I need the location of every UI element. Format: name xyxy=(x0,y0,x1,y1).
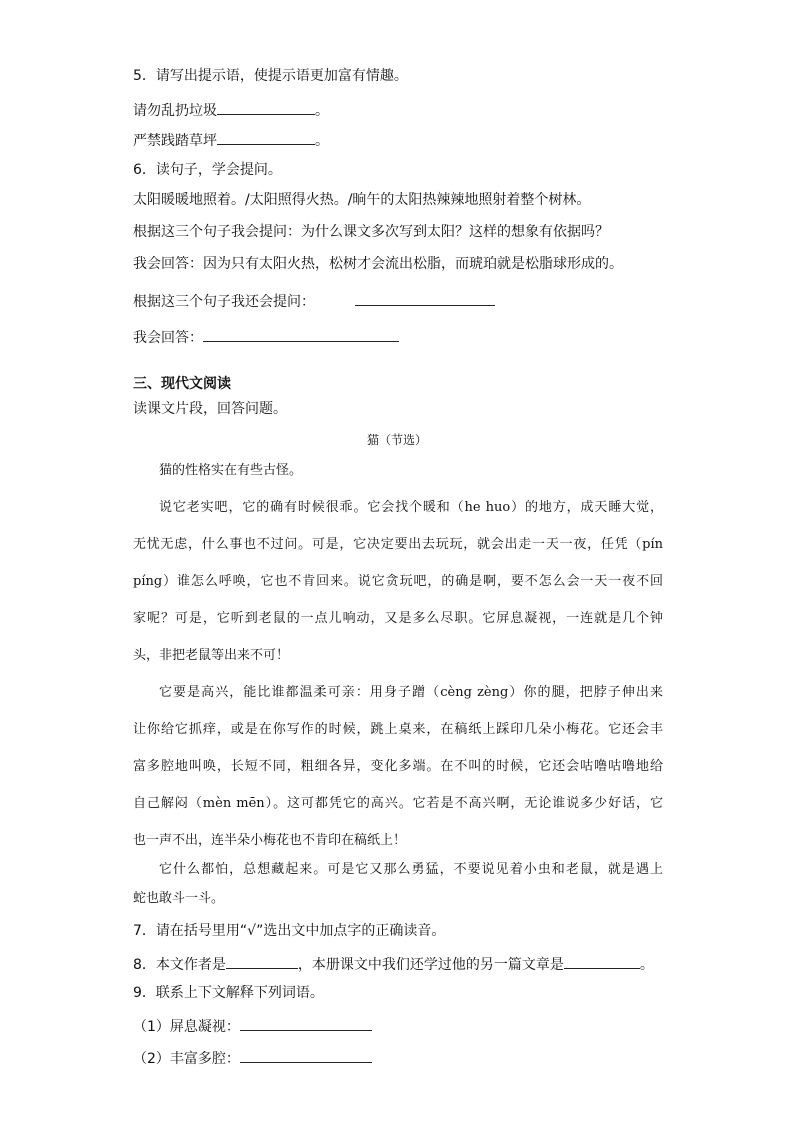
q9-prompt: 9．联系上下文解释下列词语。 xyxy=(133,985,324,1001)
q8-article-blank[interactable] xyxy=(564,953,640,969)
passage-line-text: 它什么都怕，总想藏起来。可是它又那么勇猛，不要说见着小虫和老鼠，就是遇上 xyxy=(159,862,663,877)
passage-line xyxy=(133,572,663,592)
q6-ask-line xyxy=(133,290,495,312)
q6-example-answer: 我会回答：因为只有太阳火热，松树才会流出松脂，而琥珀就是松脂球形成的。 xyxy=(133,256,623,272)
passage-line xyxy=(133,757,663,777)
passage-line xyxy=(133,720,663,740)
q5-line2-blank[interactable] xyxy=(217,129,315,145)
q5-line1 xyxy=(133,99,329,121)
q8-author-blank[interactable] xyxy=(226,953,298,969)
section-intro: 读课文片段，回答问题。 xyxy=(133,401,287,417)
section-heading: 三、现代文阅读 xyxy=(133,376,231,392)
q9-item1-blank[interactable] xyxy=(240,1015,372,1031)
q6-answer-blank[interactable] xyxy=(203,326,399,342)
passage-line-text: 富多腔地叫唤，长短不同，粗细各异，变化多端。在不叫的时候，它还会咕噜咕噜地给 xyxy=(133,759,663,774)
passage-line-text: 说它老实吧，它的确有时候很乖。它会找个暖和（he huo）的地方，成天睡大觉， xyxy=(159,500,663,515)
q6-answer-line xyxy=(133,326,399,348)
q9-item2-label: （2）丰富多腔： xyxy=(133,1051,240,1067)
q6-ask-blank[interactable] xyxy=(355,290,495,306)
q5-line1-label: 请勿乱扔垃圾 xyxy=(133,103,217,119)
q8-part2: ，本册课文中我们还学过他的另一篇文章是 xyxy=(297,957,564,973)
q9-item2 xyxy=(133,1047,372,1069)
passage-line-text: píng）谁怎么呼唤，它也不肯回来。说它贪玩吧，的确是啊，要不怎么会一天一夜不回 xyxy=(133,574,663,589)
passage-line xyxy=(133,535,663,555)
q5-line1-blank[interactable] xyxy=(217,99,315,115)
q5-prompt: 5．请写出提示语，使提示语更加富有情趣。 xyxy=(133,68,408,84)
q5-line2 xyxy=(133,129,329,151)
passage-line xyxy=(133,794,663,814)
q9-item1-label: （1）屏息凝视： xyxy=(133,1019,240,1035)
q8-line xyxy=(133,953,654,975)
q5-line1-end: 。 xyxy=(315,103,329,119)
passage-line-text: 它要是高兴，能比谁都温柔可亲：用身子蹭（cèng zèng）你的腿，把脖子伸出来 xyxy=(159,685,663,700)
q9-item2-blank[interactable] xyxy=(240,1047,372,1063)
q8-end: 。 xyxy=(639,957,654,973)
q5-line2-label: 严禁践踏草坪 xyxy=(133,133,217,149)
passage-line-text: 家呢？可是，它听到老鼠的一点儿响动，又是多么尽职。它屏息凝视，一连就是几个钟 xyxy=(133,611,663,626)
q7-prompt: 7．请在括号里用“√”选出文中加点字的正确读音。 xyxy=(133,923,446,939)
q6-prompt: 6．读句子，学会提问。 xyxy=(133,162,282,178)
passage-line xyxy=(133,609,663,629)
q5-line2-end: 。 xyxy=(315,133,329,149)
passage-line xyxy=(133,860,663,880)
passage-line-text: 让你给它抓痒，或是在你写作的时候，跳上桌来，在稿纸上踩印几朵小梅花。它还会丰 xyxy=(133,722,663,737)
passage-line: 蛇也敢斗一斗。 xyxy=(133,891,225,906)
q9-item1 xyxy=(133,1015,372,1037)
passage-title: 猫（节选） xyxy=(366,433,427,447)
passage-line: 猫的性格实在有些古怪。 xyxy=(159,463,303,478)
passage-line xyxy=(133,498,663,518)
q6-ask-label: 根据这三个句子我还会提问： xyxy=(133,294,315,310)
passage-line: 也一声不出，连半朵小梅花也不肯印在稿纸上！ xyxy=(133,833,407,848)
passage-line: 头，非把老鼠等出来不可！ xyxy=(133,648,290,663)
q6-example-question: 根据这三个句子我会提问：为什么课文多次写到太阳？这样的想象有依据吗？ xyxy=(133,224,609,240)
passage-line-text: 无忧无虑，什么事也不过问。可是，它决定要出去玩玩，就会出走一天一夜，任凭（pín xyxy=(133,537,663,552)
q6-sentences: 太阳暖暖地照着。/太阳照得火热。/晌午的太阳热辣辣地照射着整个树林。 xyxy=(133,192,591,208)
q6-answer-label: 我会回答： xyxy=(133,330,203,346)
passage-line xyxy=(133,683,663,703)
q8-part1: 8．本文作者是 xyxy=(133,957,226,973)
passage-line-text: 自己解闷（mèn mēn）。这可都凭它的高兴。它若是不高兴啊，无论谁说多少好话，它 xyxy=(133,796,663,811)
